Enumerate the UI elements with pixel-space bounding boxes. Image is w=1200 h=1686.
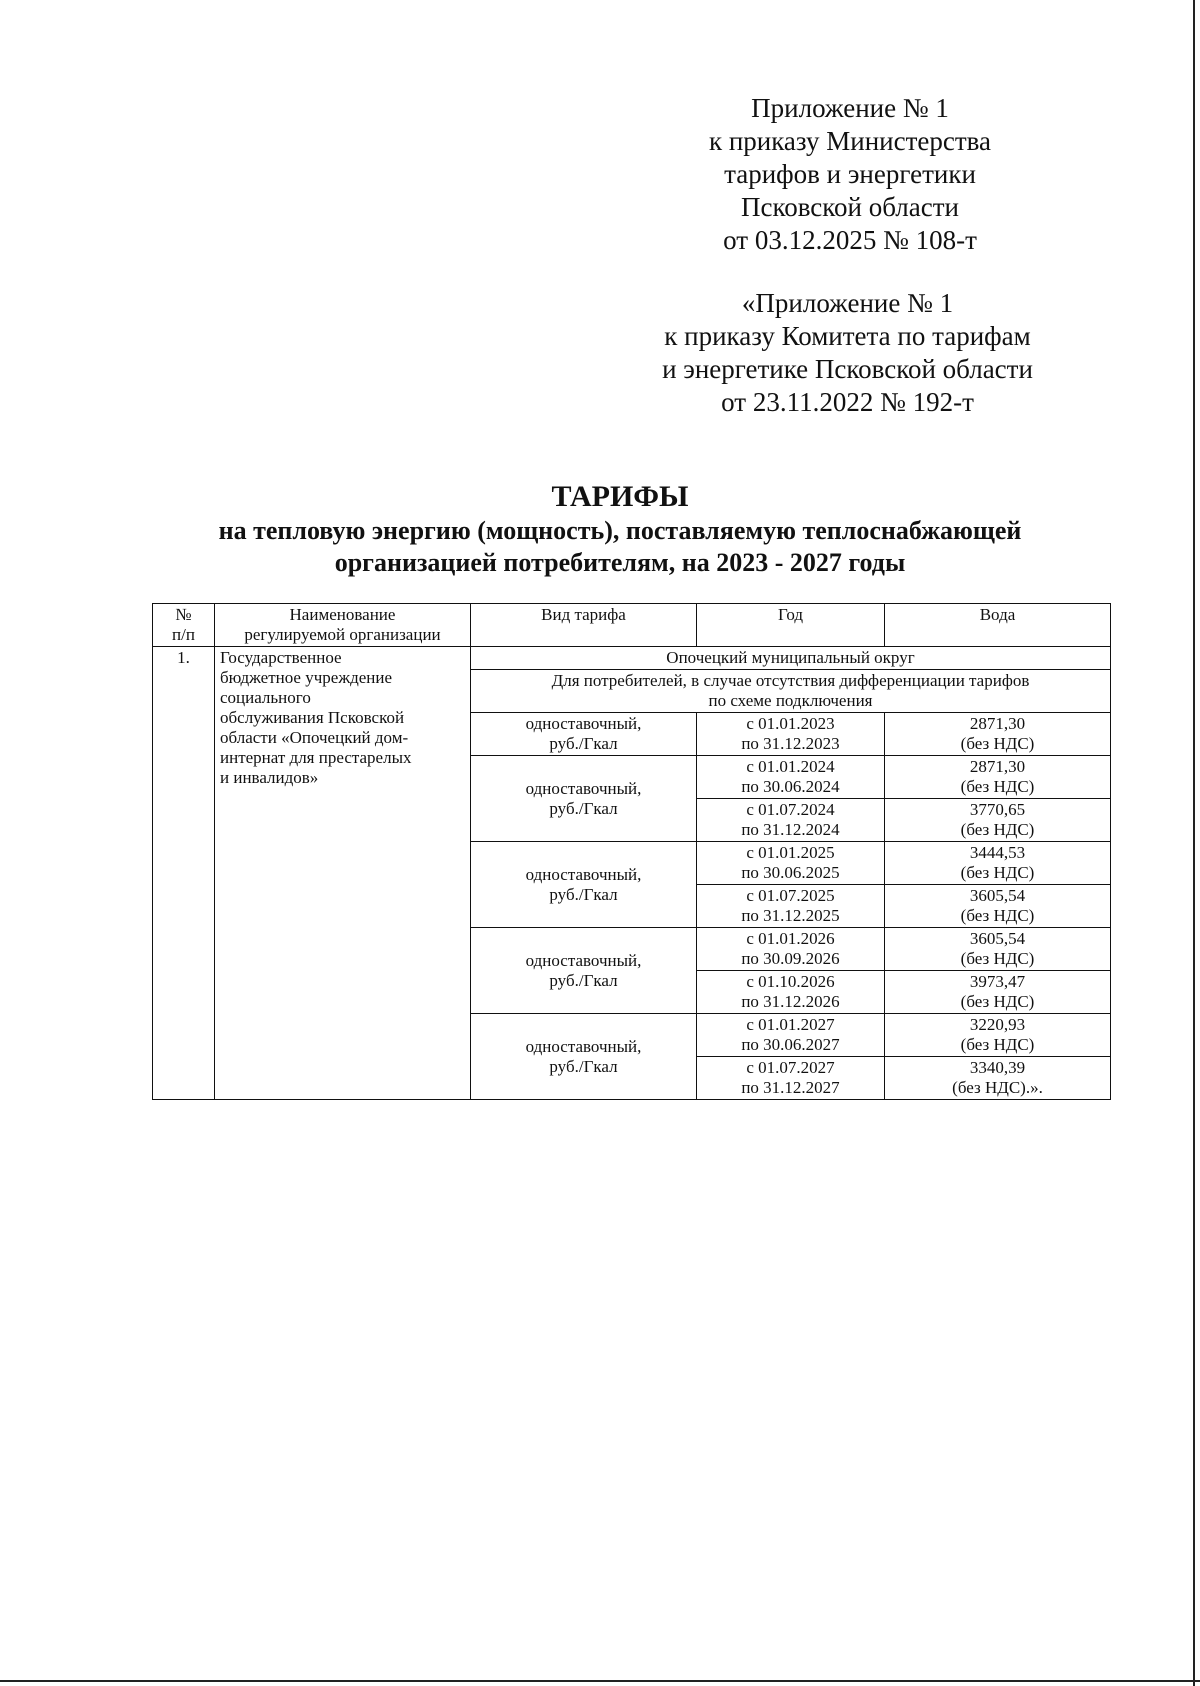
period-cell: с 01.01.2025 по 30.06.2025: [697, 842, 885, 885]
period-cell: с 01.07.2025 по 31.12.2025: [697, 885, 885, 928]
district-cell: Опочецкий муниципальный округ: [471, 647, 1111, 670]
header-water: Вода: [885, 604, 1111, 647]
price-cell: 3444,53 (без НДС): [885, 842, 1111, 885]
tariffs-table: [152, 603, 1111, 1100]
price-cell: 3340,39 (без НДС).».: [885, 1057, 1111, 1100]
table-header-row: [153, 604, 1111, 647]
page-border-bottom: [0, 1680, 1200, 1682]
price-cell: 3220,93 (без НДС): [885, 1014, 1111, 1057]
price-cell: 2871,30 (без НДС): [885, 713, 1111, 756]
tariff-kind: одноставочный, руб./Гкал: [471, 713, 697, 756]
appendix-line: и энергетике Псковской области: [662, 354, 1033, 384]
price-cell: 3973,47 (без НДС): [885, 971, 1111, 1014]
price-cell: 3605,54 (без НДС): [885, 885, 1111, 928]
tariff-kind: одноставочный, руб./Гкал: [471, 842, 697, 928]
period-cell: с 01.07.2027 по 31.12.2027: [697, 1057, 885, 1100]
appendix-line: к приказу Комитета по тарифам: [664, 321, 1031, 351]
appendix-line: Псковской области: [740, 192, 959, 222]
table-row: [153, 647, 1111, 670]
appendix-line: тарифов и энергетики: [724, 159, 976, 189]
appendix-line: от 03.12.2025 № 108-т: [723, 225, 977, 255]
org-name: Государственное бюджетное учреждение социального обслуживания Псковской области «Опочецкий дом- интернат для престарелых и инвалидов»: [215, 647, 471, 1100]
price-cell: 3605,54 (без НДС): [885, 928, 1111, 971]
header-kind: Вид тарифа: [471, 604, 697, 647]
title-main: ТАРИФЫ: [551, 480, 689, 513]
tariff-kind: одноставочный, руб./Гкал: [471, 928, 697, 1014]
document-title: [80, 480, 1160, 514]
tariff-kind: одноставочный, руб./Гкал: [471, 756, 697, 842]
header-org: Наименование регулируемой организации: [215, 604, 471, 647]
period-cell: с 01.07.2024 по 31.12.2024: [697, 799, 885, 842]
appendix-line: «Приложение № 1: [741, 288, 954, 318]
appendix-line: к приказу Министерства: [708, 126, 992, 156]
tariff-kind: одноставочный, руб./Гкал: [471, 1014, 697, 1100]
header-num: № п/п: [153, 604, 215, 647]
subtitle-line: организацией потребителям, на 2023 - 2027 годы: [334, 548, 906, 577]
header-year: Год: [697, 604, 885, 647]
page-border-right: [1193, 0, 1195, 1686]
period-cell: с 01.01.2024 по 30.06.2024: [697, 756, 885, 799]
period-cell: с 01.01.2023 по 31.12.2023: [697, 713, 885, 756]
price-cell: 2871,30 (без НДС): [885, 756, 1111, 799]
period-cell: с 01.10.2026 по 31.12.2026: [697, 971, 885, 1014]
row-number: 1.: [153, 647, 215, 1100]
subtitle-line: на тепловую энергию (мощность), поставляемую теплоснабжающей: [218, 516, 1022, 545]
period-cell: с 01.01.2026 по 30.09.2026: [697, 928, 885, 971]
period-cell: с 01.01.2027 по 30.06.2027: [697, 1014, 885, 1057]
appendix-line: от 23.11.2022 № 192-т: [721, 387, 974, 417]
consumers-cell: Для потребителей, в случае отсутствия дифференциации тарифов по схеме подключения: [471, 670, 1111, 713]
appendix-original-header: [620, 287, 1075, 419]
appendix-line: Приложение № 1: [751, 93, 949, 123]
document-subtitle: [80, 515, 1160, 579]
appendix-current-header: [640, 92, 1060, 257]
price-cell: 3770,65 (без НДС): [885, 799, 1111, 842]
